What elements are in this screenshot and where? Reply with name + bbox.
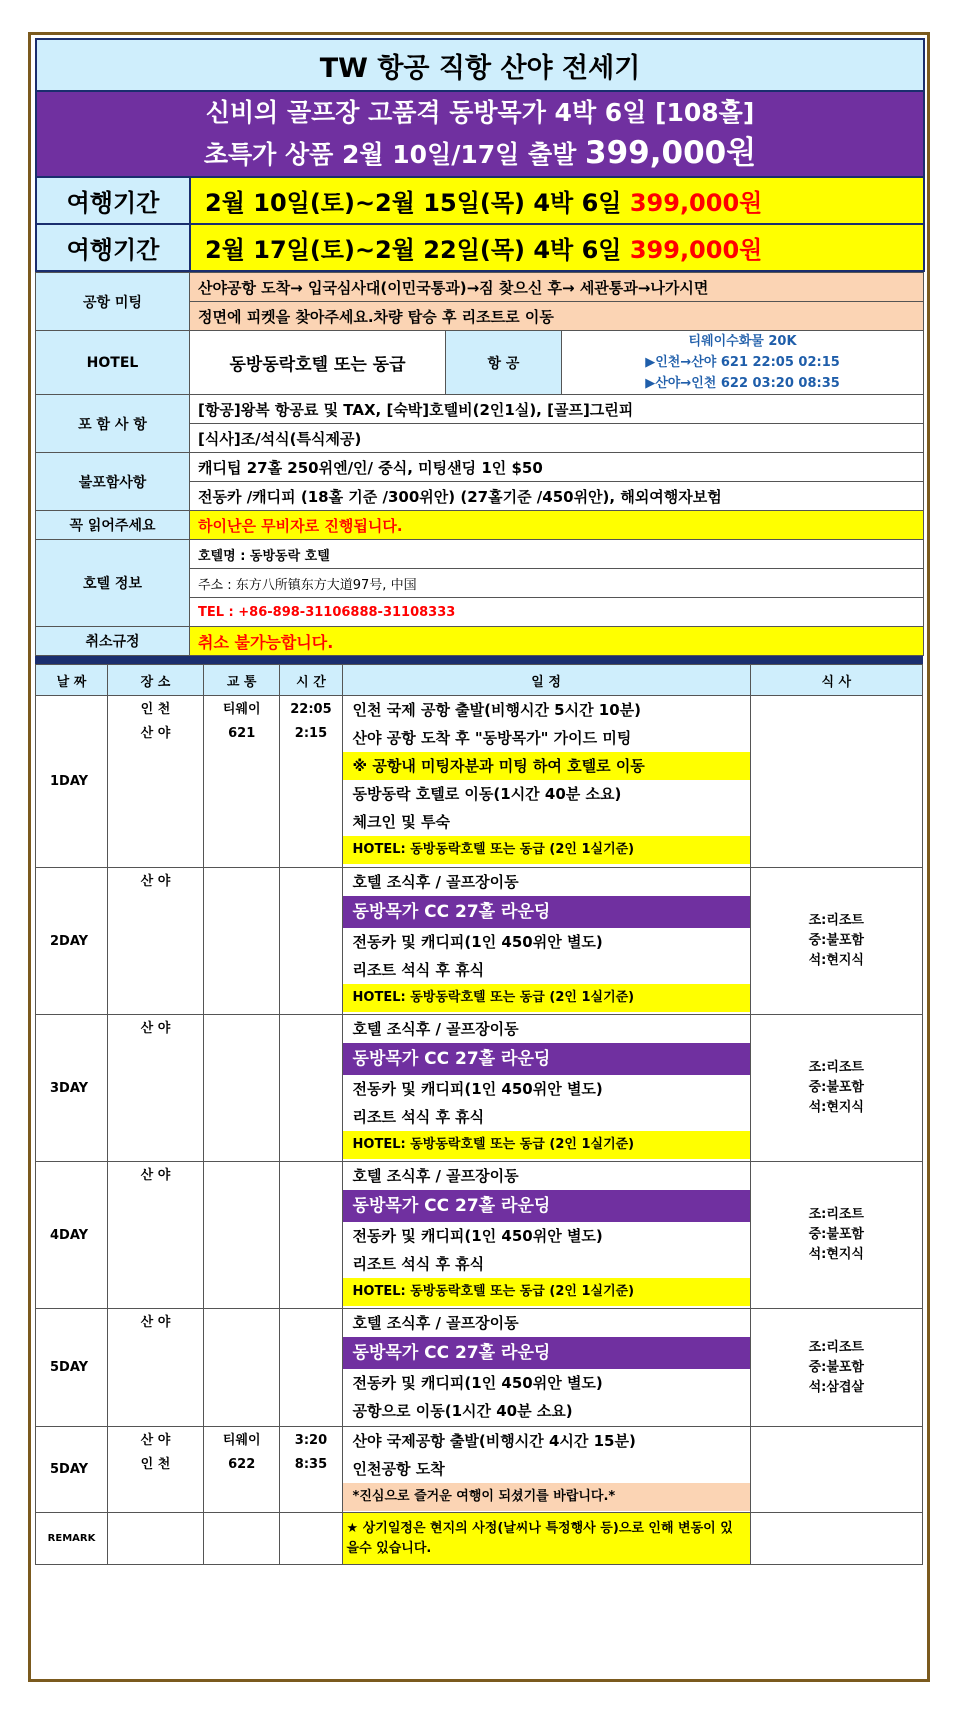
meal-dinner: 석:현지식 — [808, 953, 864, 968]
plan-line: 전동카 및 캐디피(1인 450위안 별도) — [352, 933, 603, 951]
section-divider — [35, 656, 923, 664]
period-value-2 — [190, 224, 924, 271]
day-label: 1DAY — [36, 696, 108, 868]
period-dates-1: 2월 10일(토)~2월 15일(목) 4박 6일 — [205, 189, 622, 217]
time-cell — [280, 1427, 342, 1513]
banner-line2 — [43, 133, 917, 175]
meal-cell — [750, 1015, 922, 1162]
plan-cell — [342, 1015, 750, 1162]
header-plan: 일 정 — [342, 665, 750, 696]
remark-empty — [280, 1513, 342, 1565]
cancel-value: 취소 불가능합니다. — [190, 627, 924, 656]
plan-line: 산야 국제공항 출발(비행시간 4시간 15분) — [352, 1432, 636, 1450]
plan-closing: *진심으로 즐거운 여행이 되셨기를 바랍니다.* — [343, 1483, 750, 1511]
plan-line: 동방동락 호텔로 이동(1시간 40분 소요) — [352, 785, 622, 803]
notice-label: 꼭 읽어주세요 — [36, 511, 190, 540]
period-value-1 — [190, 177, 924, 224]
period-dates-2: 2월 17일(토)~2월 22일(목) 4박 6일 — [205, 236, 622, 264]
place-cell — [108, 1427, 204, 1513]
header-place: 장 소 — [108, 665, 204, 696]
plan-line: 전동카 및 캐디피(1인 450위안 별도) — [352, 1227, 603, 1245]
plan-hotel: HOTEL: 동방동락호텔 또는 동급 (2인 1실기준) — [343, 1131, 750, 1159]
meal-cell — [750, 696, 922, 868]
product-banner — [36, 91, 924, 177]
period-label-2: 여행기간 — [36, 224, 190, 271]
place-cell: 산 야 — [108, 1162, 204, 1309]
meal-breakfast: 조:리조트 — [808, 1207, 864, 1222]
transport-cell — [204, 1309, 280, 1427]
plan-line: 리조트 석식 후 휴식 — [352, 1108, 485, 1126]
plan-golf: 동방목가 CC 27홀 라운딩 — [343, 1337, 750, 1369]
plan-line-highlight: ※ 공항내 미팅자분과 미팅 하여 호텔로 이동 — [343, 752, 750, 780]
table-row — [36, 1427, 923, 1513]
meal-lunch: 중:불포함 — [808, 1359, 864, 1375]
time-arrive: 8:35 — [294, 1457, 328, 1472]
hotel-label: HOTEL — [36, 331, 190, 395]
meal-cell — [750, 868, 922, 1015]
remark-empty — [750, 1513, 922, 1565]
meal-breakfast: 조:리조트 — [808, 913, 864, 928]
plan-line: 전동카 및 캐디피(1인 450위안 별도) — [352, 1374, 603, 1392]
table-row — [36, 1513, 923, 1565]
table-row — [36, 1015, 923, 1162]
exclude-line2: 전동카 /캐디피 (18홀 기준 /300위안) (27홀기준 /450위안), 해외여행자보험 — [190, 482, 924, 511]
hotelinfo-tel: TEL : +86-898-31106888-31108333 — [190, 598, 924, 627]
period-price-2: 399,000원 — [629, 236, 763, 264]
transport-cell — [204, 1162, 280, 1309]
meal-lunch: 중:불포함 — [808, 933, 864, 948]
meal-breakfast: 조:리조트 — [808, 1339, 864, 1355]
page-title: TW 항공 직항 산야 전세기 — [36, 39, 924, 91]
place-cell: 산 야 — [108, 1309, 204, 1427]
remark-empty — [204, 1513, 280, 1565]
include-line1: [항공]왕복 항공료 및 TAX, [숙박]호텔비(2인1실), [골프]그린피 — [190, 395, 924, 424]
place-origin: 인 천 — [140, 702, 171, 717]
time-depart: 3:20 — [294, 1433, 328, 1448]
air-inbound: ▶산야→인천 622 03:20 08:35 — [645, 376, 840, 391]
day-label: 4DAY — [36, 1162, 108, 1309]
day-label: 5DAY — [36, 1309, 108, 1427]
plan-cell — [342, 696, 750, 868]
table-row — [36, 696, 923, 868]
header-transport: 교 통 — [204, 665, 280, 696]
place-cell — [108, 696, 204, 868]
plan-line: 체크인 및 투숙 — [352, 813, 450, 831]
plan-golf: 동방목가 CC 27홀 라운딩 — [343, 1043, 750, 1075]
summary-table — [35, 38, 925, 272]
time-cell — [280, 696, 342, 868]
time-cell — [280, 1162, 342, 1309]
meal-dinner: 석:삼겹살 — [808, 1379, 864, 1395]
plan-cell — [342, 1162, 750, 1309]
transport-cell — [204, 868, 280, 1015]
plan-line: 리조트 석식 후 휴식 — [352, 961, 485, 979]
transport-airline: 티웨이 — [222, 702, 261, 717]
hotelinfo-label: 호텔 정보 — [36, 540, 190, 627]
plan-line: 리조트 석식 후 휴식 — [352, 1255, 485, 1273]
exclude-line1: 캐디팁 27홀 250위엔/인/ 중식, 미팅샌딩 1인 $50 — [190, 453, 924, 482]
plan-cell — [342, 1427, 750, 1513]
air-baggage: 티웨이수화물 20K — [688, 334, 797, 349]
time-depart: 22:05 — [290, 702, 332, 717]
transport-cell — [204, 696, 280, 868]
transport-flight: 621 — [228, 726, 256, 741]
itinerary-document — [35, 38, 923, 1676]
plan-golf: 동방목가 CC 27홀 라운딩 — [343, 896, 750, 928]
remark-text: ★ 상기일정은 현지의 사정(날씨나 특정행사 등)으로 인해 변동이 있을수 있습니다. — [342, 1513, 750, 1565]
plan-line: 인천공항 도착 — [352, 1460, 445, 1478]
plan-line: 호텔 조식후 / 골프장이동 — [352, 873, 519, 891]
transport-cell — [204, 1427, 280, 1513]
period-label-1: 여행기간 — [36, 177, 190, 224]
remark-label: REMARK — [36, 1513, 108, 1565]
meal-lunch: 중:불포함 — [808, 1227, 864, 1242]
banner-departure: 초특가 상품 2월 10일/17일 출발 — [203, 140, 577, 169]
plan-cell — [342, 1309, 750, 1427]
transport-airline: 티웨이 — [222, 1433, 261, 1448]
cancel-label: 취소규정 — [36, 627, 190, 656]
place-destination: 인 천 — [140, 1457, 171, 1472]
hotel-value: 동방동락호텔 또는 동급 — [190, 331, 446, 395]
meal-cell — [750, 1309, 922, 1427]
notice-value: 하이난은 무비자로 진행됩니다. — [190, 511, 924, 540]
air-info — [562, 331, 924, 395]
time-arrive: 2:15 — [294, 726, 328, 741]
time-cell — [280, 868, 342, 1015]
hotelinfo-name: 호텔명 : 동방동락 호텔 — [190, 540, 924, 569]
transport-cell — [204, 1015, 280, 1162]
plan-line: 전동카 및 캐디피(1인 450위안 별도) — [352, 1080, 603, 1098]
meeting-line1: 산야공항 도착→ 입국심사대(이민국통과)→짐 찾으신 후→ 세관통과→나가시면 — [190, 273, 924, 302]
time-cell — [280, 1309, 342, 1427]
air-label: 항 공 — [446, 331, 562, 395]
plan-line: 산야 공항 도착 후 "동방목가" 가이드 미팅 — [352, 729, 632, 747]
meal-dinner: 석:현지식 — [808, 1100, 864, 1115]
include-line2: [식사]조/석식(특식제공) — [190, 424, 924, 453]
include-label: 포 함 사 항 — [36, 395, 190, 453]
plan-line: 호텔 조식후 / 골프장이동 — [352, 1167, 519, 1185]
info-table — [35, 272, 924, 656]
table-row — [36, 1309, 923, 1427]
meal-cell — [750, 1427, 922, 1513]
day-label: 2DAY — [36, 868, 108, 1015]
header-meal: 식 사 — [750, 665, 922, 696]
header-date: 날 짜 — [36, 665, 108, 696]
place-cell: 산 야 — [108, 1015, 204, 1162]
plan-line: 호텔 조식후 / 골프장이동 — [352, 1020, 519, 1038]
exclude-label: 불포함사항 — [36, 453, 190, 511]
meal-lunch: 중:불포함 — [808, 1080, 864, 1095]
banner-price: 399,000원 — [585, 135, 757, 171]
place-destination: 산 야 — [140, 726, 171, 741]
plan-hotel: HOTEL: 동방동락호텔 또는 동급 (2인 1실기준) — [343, 1278, 750, 1306]
plan-line: 공항으로 이동(1시간 40분 소요) — [352, 1402, 573, 1420]
header-time: 시 간 — [280, 665, 342, 696]
place-origin: 산 야 — [140, 1433, 171, 1448]
banner-line1: 신비의 골프장 고품격 동방목가 4박 6일 [108홀] — [205, 98, 755, 127]
remark-empty — [108, 1513, 204, 1565]
period-price-1: 399,000원 — [629, 189, 763, 217]
table-row — [36, 868, 923, 1015]
plan-line: 호텔 조식후 / 골프장이동 — [352, 1314, 519, 1332]
meal-cell — [750, 1162, 922, 1309]
table-row — [36, 1162, 923, 1309]
plan-cell — [342, 868, 750, 1015]
meeting-label: 공항 미팅 — [36, 273, 190, 331]
plan-line: 인천 국제 공항 출발(비행시간 5시간 10분) — [352, 701, 642, 719]
plan-hotel: HOTEL: 동방동락호텔 또는 동급 (2인 1실기준) — [343, 984, 750, 1012]
meal-breakfast: 조:리조트 — [808, 1060, 864, 1075]
day-label: 5DAY — [36, 1427, 108, 1513]
transport-flight: 622 — [228, 1457, 256, 1472]
plan-golf: 동방목가 CC 27홀 라운딩 — [343, 1190, 750, 1222]
air-outbound: ▶인천→산야 621 22:05 02:15 — [645, 355, 840, 370]
time-cell — [280, 1015, 342, 1162]
schedule-table — [35, 664, 923, 1565]
plan-hotel: HOTEL: 동방동락호텔 또는 동급 (2인 1실기준) — [343, 836, 750, 864]
place-cell: 산 야 — [108, 868, 204, 1015]
meal-dinner: 석:현지식 — [808, 1247, 864, 1262]
meeting-line2: 정면에 피켓을 찾아주세요.차량 탑승 후 리조트로 이동 — [190, 302, 924, 331]
hotelinfo-address: 주소 : 东方八所镇东方大道97号, 中国 — [190, 569, 924, 598]
day-label: 3DAY — [36, 1015, 108, 1162]
